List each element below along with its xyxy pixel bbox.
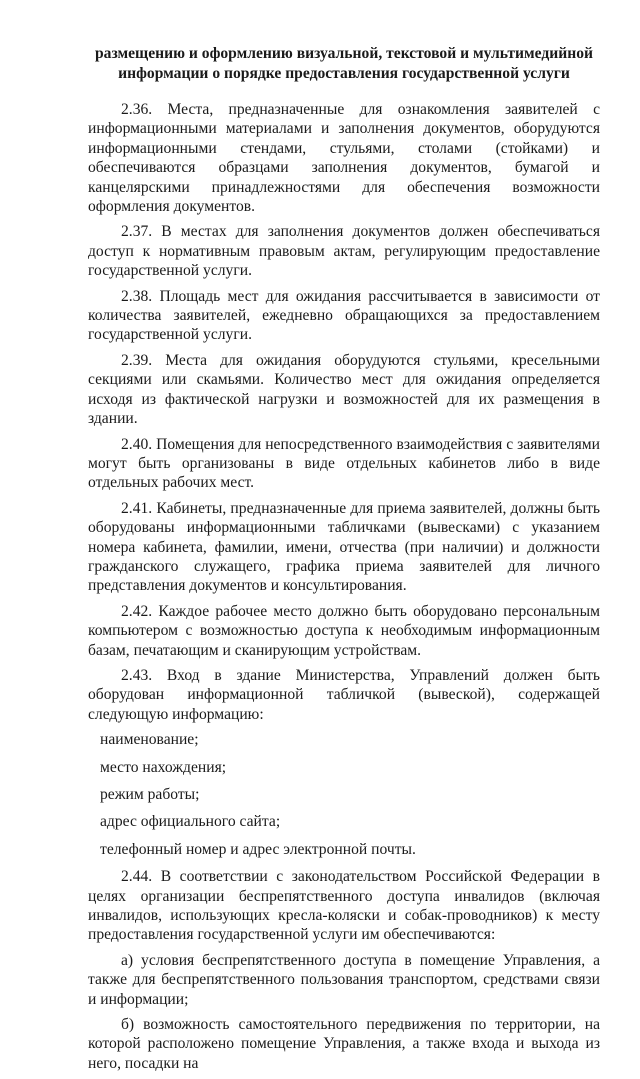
paragraph-2-36: 2.36. Места, предназначенные для ознакомления заявителей с информационными материалами и заполнения документов, оборудуются информационными стендами, стульями, столами (стойками) и обеспечиваются образцами заполнения документов, бумагой и канцелярскими принадлежностями для обеспечения возможности оформления документов.: [88, 101, 600, 216]
paragraph-2-44-a: а) условия беспрепятственного доступа в помещение Управления, а также для беспрепятственного пользования транспортом, средствами связи и информации;: [88, 951, 600, 1008]
paragraph-2-44-b: б) возможность самостоятельного передвижения по территории, на которой расположено помещение Управления, а также входа и выхода из него, посадки на: [88, 1016, 600, 1072]
list-item: телефонный номер и адрес электронной почты.: [100, 840, 416, 858]
paragraph-2-43: 2.43. Вход в здание Министерства, Управлений должен быть оборудован информационной табличкой (вывеской), содержащей следующую информацию:: [88, 666, 600, 723]
list-item: режим работы;: [100, 786, 200, 803]
heading-line-1: размещению и оформлению визуальной, текстовой и мультимедийной: [94, 45, 593, 62]
list-item: место нахождения;: [100, 758, 227, 776]
list-item: адрес официального сайта;: [100, 813, 281, 831]
paragraph-2-41: 2.41. Кабинеты, предназначенные для приема заявителей, должны быть оборудованы информационными табличками (вывесками) с указанием номера кабинета, фамилии, имени, отчества (при наличии) и должности гражданского служащего, графика приема заявителей для личного представления документов и консультирования.: [88, 499, 600, 595]
document-page: [88, 44, 600, 1079]
paragraph-2-39: 2.39. Места для ожидания оборудуются стульями, кресельными секциями или скамьями. Количество мест для ожидания определяется исходя из фактической нагрузки и возможностей для их размещения в здании.: [88, 351, 600, 428]
section-heading: [88, 44, 600, 84]
paragraph-2-40: 2.40. Помещения для непосредственного взаимодействия с заявителями могут быть организованы в виде отдельных кабинетов либо в виде отдельных рабочих мест.: [88, 435, 600, 492]
paragraph-2-44: 2.44. В соответствии с законодательством Российской Федерации в целях организации беспрепятственного доступа инвалидов (включая инвалидов, использующих кресла-коляски и собак-проводников) к месту предоставления государственной услуги им обеспечиваются:: [88, 868, 600, 944]
paragraph-2-42: 2.42. Каждое рабочее место должно быть оборудовано персональным компьютером с возможностью доступа к необходимым информационным базам, печатающим и сканирующим устройствам.: [88, 602, 600, 659]
heading-line-2: информации о порядке предоставления государственной услуги: [118, 65, 570, 82]
list-item: наименование;: [100, 731, 199, 749]
paragraph-2-38: 2.38. Площадь мест для ожидания рассчитывается в зависимости от количества заявителей, ежедневно обращающихся за предоставлением государственной услуги.: [88, 287, 600, 344]
signage-info-list: [88, 730, 600, 859]
paragraph-2-37: 2.37. В местах для заполнения документов должен обеспечиваться доступ к нормативным правовым актам, регулирующим предоставление государственной услуги.: [88, 223, 600, 280]
